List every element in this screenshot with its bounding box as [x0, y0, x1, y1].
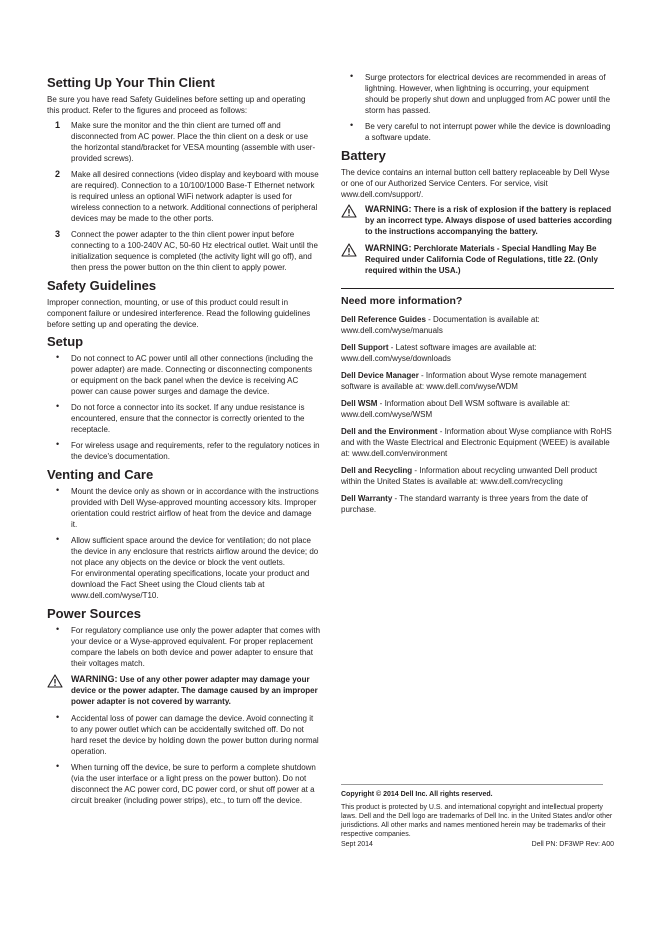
legal-notice: This product is protected by U.S. and international copyright and intellectual property laws. Dell and the Dell logo are trademarks of Dell Inc. in the United States and/or other jurisdictions. All other marks and names mentioned herein may be trademarks of their respective companies. [341, 804, 613, 838]
list-item-text: Do not connect to AC power until all other connections (including the power adapter) are made. Connecting or disconnecting components or equipment on the back panel when the device is receiving AC power can cause power surges and damage the device. [71, 354, 313, 396]
ref-text: - Information about Wyse compliance with RoHS and with the Waste Electrical and Electronic Equipment (WEEE) is available at: www.dell.com/environment [341, 427, 612, 458]
list-item-text: For wireless usage and requirements, refer to the regulatory notices in the device's documentation. [71, 441, 320, 461]
warning-triangle-icon [47, 674, 63, 688]
list-item-text: Surge protectors for electrical devices are recommended in areas of lightning. However, when lightning is occurring, your equipment should be properly shut down and unplugged from AC power until the storm has passed. [365, 73, 611, 115]
venting-note: For environmental operating specifications, locate your product and download the Fact Sheet using the Cloud clients tab at www.dell.com/wyse/T10. [71, 569, 310, 600]
surge-bullets [341, 72, 614, 143]
ref-name: Dell and Recycling [341, 466, 413, 475]
ref-warranty [341, 493, 614, 515]
list-item [47, 625, 320, 669]
ref-wsm [341, 398, 614, 420]
list-item-text: Be very careful to not interrupt power while the device is downloading a software update. [365, 122, 611, 142]
ref-text: - The standard warranty is three years from the date of purchase. [341, 494, 588, 514]
ref-name: Dell Warranty [341, 494, 393, 503]
footer-divider [341, 784, 603, 785]
ref-device-manager [341, 370, 614, 392]
power-bullets-2 [47, 713, 320, 806]
power-bullets-1 [47, 625, 320, 669]
warning-label: WARNING: [365, 204, 412, 214]
bullet-icon: • [56, 439, 60, 449]
setup-steps [47, 120, 320, 273]
right-column [341, 72, 614, 521]
bullet-icon: • [56, 624, 60, 634]
copyright: Copyright © 2014 Dell Inc. All rights reserved. [341, 791, 493, 798]
more-info-title: Need more information? [341, 295, 463, 307]
warning-text: There is a risk of explosion if the battery is replaced by an incorrect type. Always dispose of used batteries according to the instructions accompanying the battery. [365, 205, 612, 236]
setup-step-3 [47, 229, 320, 273]
list-item [47, 353, 320, 397]
list-item-text: Allow sufficient space around the device for ventilation; do not place the device in any enclosure that restricts airflow around the device; do not place any objects on the device or block the vent outlets. [71, 536, 319, 567]
ref-support [341, 342, 614, 364]
venting-title: Venting and Care [47, 467, 154, 482]
list-item-text: When turning off the device, be sure to perform a complete shutdown (via the user interface or a light press on the power button). Do not disconnect the AC power cord, DC power cord, or shut off power at a circuit breaker (including power strips), etc., to turn off the device. [71, 763, 316, 805]
ref-text: - Latest software images are available at: www.dell.com/wyse/downloads [341, 343, 537, 363]
safety-text: Improper connection, mounting, or use of this product could result in component failure or undesired interference. Read the following guidelines before setting up and operating the device. [47, 298, 311, 329]
warning-text: Perchlorate Materials - Special Handling May Be Required under California Code of Regulations, title 22. (Only required within the USA.) [365, 244, 598, 275]
setup-guidelines-title: Setup [47, 334, 84, 349]
list-item [47, 713, 320, 757]
bullet-icon: • [56, 534, 60, 544]
safety-title: Safety Guidelines [47, 278, 157, 293]
step-number: 2 [55, 169, 61, 179]
section-divider [341, 288, 614, 289]
ref-name: Dell Support [341, 343, 389, 352]
warning-label: WARNING: [365, 243, 412, 253]
list-item [341, 72, 614, 116]
battery-warning-2 [341, 243, 614, 276]
battery-title: Battery [341, 148, 386, 163]
warning-label: WARNING: [71, 674, 118, 684]
ref-text: - Information about recycling unwanted Dell product within the United States is available at: www.dell.com/recycling [341, 466, 598, 486]
ref-environment [341, 426, 614, 459]
bullet-icon: • [56, 401, 60, 411]
footer [341, 784, 614, 849]
ref-name: Dell and the Environment [341, 427, 438, 436]
left-column [47, 72, 320, 811]
bullet-icon: • [56, 712, 60, 722]
step-number: 3 [55, 229, 61, 239]
list-item-text: Do not force a connector into its socket. If any undue resistance is encountered, ensure that the connector is correctly oriented to the receptacle. [71, 403, 305, 434]
ref-text: - Information about Wyse remote management software is available at: www.dell.com/wyse/WDM [341, 371, 587, 391]
setup-bullets [47, 353, 320, 462]
list-item [47, 486, 320, 530]
bullet-icon: • [56, 761, 60, 771]
list-item [47, 402, 320, 435]
battery-text: The device contains an internal button cell battery replaceable by Dell Wyse or one of our Authorized Service Centers. For service, visit www.dell.com/support/. [341, 168, 610, 199]
ref-text: - Information about Dell WSM software is available at: www.dell.com/wyse/WSM [341, 399, 570, 419]
ref-name: Dell Device Manager [341, 371, 419, 380]
ref-name: Dell Reference Guides [341, 315, 426, 324]
warning-triangle-icon [341, 243, 357, 257]
power-warning [47, 674, 320, 707]
list-item [47, 440, 320, 462]
part-number: Dell PN: DF3WP Rev: A00 [531, 841, 614, 848]
list-item [47, 762, 320, 806]
list-item-text: For regulatory compliance use only the power adapter that comes with your device or a Wyse-approved equivalent. For proper replacement compare the labels on both device and power adapter to ensure that their voltages match. [71, 626, 321, 668]
setup-title: Setting Up Your Thin Client [47, 75, 215, 90]
ref-text: - Documentation is available at: www.dell.com/wyse/manuals [341, 315, 540, 335]
list-item-text: Mount the device only as shown or in accordance with the instructions provided with Dell Wyse-approved mounting accessory kits. Improper orientation could restrict airflow of heat from the device and damage it. [71, 487, 319, 529]
step-number: 1 [55, 120, 61, 130]
print-date: Sept 2014 [341, 841, 373, 848]
list-item-text: Accidental loss of power can damage the device. Avoid connecting it to any power outlet which can be accidentally switched off. Do not hard reset the device by holding down the power button during normal operation. [71, 714, 319, 756]
ref-recycling [341, 465, 614, 487]
step-text: Make all desired connections (video display and keyboard with mouse are required). Connection to a 10/100/1000 Base-T Ethernet network is required unless an optional WiFi network adapter is used for wireless connection to a network. Additional connections of peripheral devices may be made to the other ports. [71, 170, 319, 223]
warning-text: Use of any other power adapter may damage your device or the power adapter. The damage caused by an improper power adapter is not covered by warranty. [71, 675, 318, 706]
bullet-icon: • [350, 71, 354, 81]
ref-reference-guides [341, 314, 614, 336]
venting-bullets [47, 486, 320, 601]
warning-triangle-icon [341, 204, 357, 218]
bullet-icon: • [56, 352, 60, 362]
bullet-icon: • [350, 120, 354, 130]
ref-name: Dell WSM [341, 399, 378, 408]
step-text: Connect the power adapter to the thin client power input before connecting to a 100-240V AC, 50-60 Hz electrical outlet. Wait until the initialization sequence is completed (the activity light will go off), and then press the power button on the thin client to apply power. [71, 230, 318, 272]
setup-intro: Be sure you have read Safety Guidelines before setting up and operating this product. Refer to the figures and proceed as follows: [47, 95, 306, 115]
bullet-icon: • [56, 485, 60, 495]
setup-step-2 [47, 169, 320, 224]
setup-step-1 [47, 120, 320, 164]
battery-warning-1 [341, 204, 614, 237]
list-item [341, 121, 614, 143]
step-text: Make sure the monitor and the thin client are turned off and disconnected from AC power. Place the thin client on a desk or use the horizontal stand/bracket for VESA mounting (assemble with user-provided screws). [71, 121, 316, 163]
power-title: Power Sources [47, 606, 141, 621]
list-item [47, 535, 320, 601]
footer-bottom [341, 840, 614, 849]
